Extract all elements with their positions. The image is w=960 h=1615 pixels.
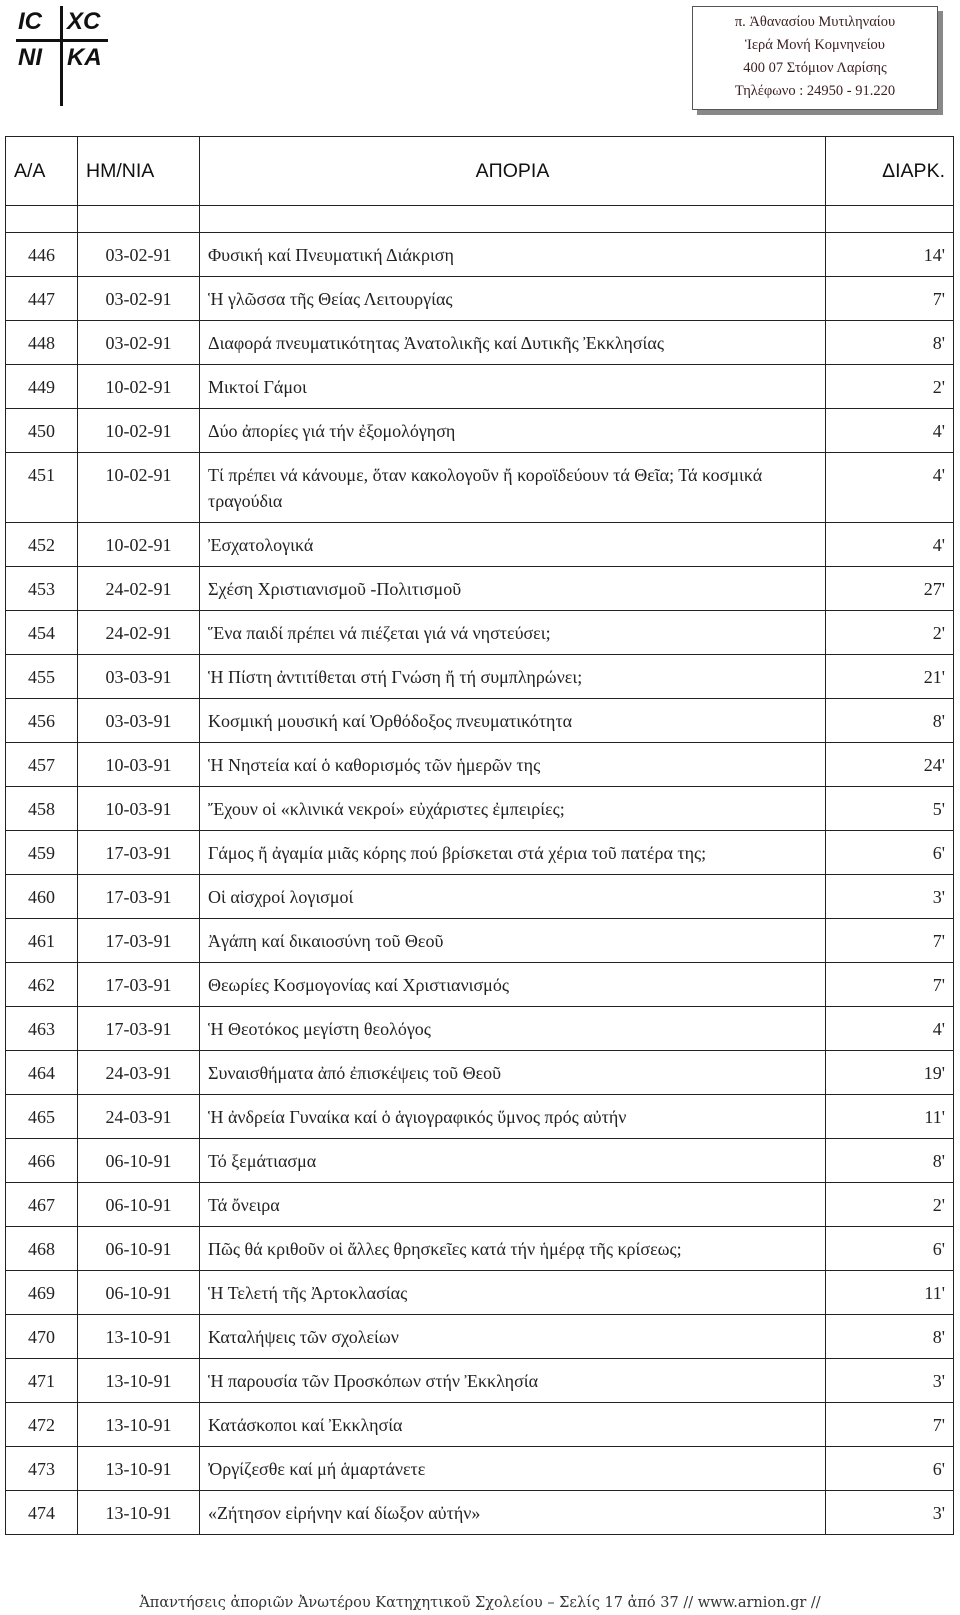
- questions-table: [5, 136, 954, 1535]
- row-duration: 8': [826, 699, 954, 743]
- address-line-phone: Τηλέφωνο : 24950 - 91.220: [734, 83, 896, 99]
- table-row: [6, 1271, 954, 1315]
- row-duration: 19': [826, 1051, 954, 1095]
- row-duration: 4': [826, 1007, 954, 1051]
- row-duration: 4': [826, 523, 954, 567]
- row-question: Ἡ ἀνδρεία Γυναίκα καί ὁ ἁγιογραφικός ὕμνος πρός αὐτήν: [200, 1095, 826, 1139]
- logo-text-bottom-left: NI: [18, 44, 42, 71]
- row-date: 13-10-91: [78, 1315, 200, 1359]
- row-number: 462: [6, 963, 78, 1007]
- row-question: Τά ὄνειρα: [200, 1183, 826, 1227]
- table-row: [6, 1095, 954, 1139]
- row-duration: 2': [826, 1183, 954, 1227]
- row-number: 446: [6, 233, 78, 277]
- row-duration: 7': [826, 919, 954, 963]
- table-spacer-row: [6, 206, 954, 233]
- row-number: 450: [6, 409, 78, 453]
- row-number: 456: [6, 699, 78, 743]
- table-row: [6, 1007, 954, 1051]
- address-box: [692, 6, 938, 110]
- logo-cross-vertical: [60, 6, 63, 106]
- row-date: 24-03-91: [78, 1095, 200, 1139]
- row-duration: 14': [826, 233, 954, 277]
- row-number: 454: [6, 611, 78, 655]
- row-date: 10-02-91: [78, 523, 200, 567]
- row-number: 459: [6, 831, 78, 875]
- row-number: 458: [6, 787, 78, 831]
- row-date: 13-10-91: [78, 1491, 200, 1535]
- row-number: 452: [6, 523, 78, 567]
- table-row: [6, 277, 954, 321]
- header-date: ΗΜ/ΝΙΑ: [78, 137, 200, 206]
- row-question: Τί πρέπει νά κάνουμε, ὅταν κακολογοῦν ἤ κοροϊδεύουν τά Θεῖα; Τά κοσμικά τραγούδια: [200, 453, 826, 523]
- row-number: 460: [6, 875, 78, 919]
- row-number: 471: [6, 1359, 78, 1403]
- table-row: [6, 1315, 954, 1359]
- row-number: 464: [6, 1051, 78, 1095]
- row-duration: 4': [826, 409, 954, 453]
- table-row: [6, 233, 954, 277]
- row-question: Ἡ Νηστεία καί ὁ καθορισμός τῶν ἡμερῶν της: [200, 743, 826, 787]
- row-question: Θεωρίες Κοσμογονίας καί Χριστιανισμός: [200, 963, 826, 1007]
- row-duration: 8': [826, 1315, 954, 1359]
- logo-text-top-right: XC: [67, 8, 101, 35]
- row-number: 457: [6, 743, 78, 787]
- row-question: Ἡ γλῶσσα τῆς Θείας Λειτουργίας: [200, 277, 826, 321]
- spacer-cell: [6, 206, 78, 233]
- table-row: [6, 963, 954, 1007]
- row-question: Τό ξεμάτιασμα: [200, 1139, 826, 1183]
- table-row: [6, 699, 954, 743]
- row-date: 03-03-91: [78, 655, 200, 699]
- row-date: 10-02-91: [78, 409, 200, 453]
- table-row: [6, 453, 954, 523]
- row-number: 461: [6, 919, 78, 963]
- row-number: 474: [6, 1491, 78, 1535]
- row-question: «Ζήτησον εἰρήνην καί δίωξον αὐτήν»: [200, 1491, 826, 1535]
- row-number: 448: [6, 321, 78, 365]
- monastery-logo: [16, 6, 102, 106]
- row-number: 463: [6, 1007, 78, 1051]
- table-header-row: [6, 137, 954, 206]
- table-row: [6, 523, 954, 567]
- row-number: 466: [6, 1139, 78, 1183]
- row-date: 06-10-91: [78, 1183, 200, 1227]
- table-body: [6, 206, 954, 1535]
- logo-text-top-left: IC: [18, 8, 42, 35]
- row-date: 24-02-91: [78, 611, 200, 655]
- spacer-cell: [78, 206, 200, 233]
- row-date: 10-03-91: [78, 787, 200, 831]
- row-question: Ἡ παρουσία τῶν Προσκόπων στήν Ἐκκλησία: [200, 1359, 826, 1403]
- header-duration: ΔΙΑΡΚ.: [826, 137, 954, 206]
- row-question: Ἡ Τελετή τῆς Ἀρτοκλασίας: [200, 1271, 826, 1315]
- row-number: 449: [6, 365, 78, 409]
- row-number: 453: [6, 567, 78, 611]
- row-duration: 3': [826, 875, 954, 919]
- logo-cross-horizontal: [16, 39, 108, 42]
- table-row: [6, 787, 954, 831]
- row-number: 469: [6, 1271, 78, 1315]
- table-row: [6, 1403, 954, 1447]
- table-row: [6, 1447, 954, 1491]
- row-number: 473: [6, 1447, 78, 1491]
- row-question: Γάμος ἤ ἀγαμία μιᾶς κόρης πού βρίσκεται στά χέρια τοῦ πατέρα της;: [200, 831, 826, 875]
- row-number: 467: [6, 1183, 78, 1227]
- table-row: [6, 743, 954, 787]
- row-question: Οἱ αἰσχροί λογισμοί: [200, 875, 826, 919]
- row-duration: 8': [826, 1139, 954, 1183]
- row-date: 17-03-91: [78, 875, 200, 919]
- row-duration: 7': [826, 277, 954, 321]
- table-row: [6, 875, 954, 919]
- table-row: [6, 1139, 954, 1183]
- row-question: Πῶς θά κριθοῦν οἱ ἄλλες θρησκεῖες κατά τήν ἡμέρᾳ τῆς κρίσεως;: [200, 1227, 826, 1271]
- row-question: Ἡ Θεοτόκος μεγίστη θεολόγος: [200, 1007, 826, 1051]
- table-row: [6, 1051, 954, 1095]
- address-line-monastery: Ἱερά Μονή Κομνηνείου: [745, 37, 885, 53]
- row-question: Ἔχουν οἱ «κλινικά νεκροί» εὐχάριστες ἐμπειρίες;: [200, 787, 826, 831]
- row-date: 17-03-91: [78, 1007, 200, 1051]
- row-question: Κοσμική μουσική καί Ὀρθόδοξος πνευματικότητα: [200, 699, 826, 743]
- row-date: 06-10-91: [78, 1271, 200, 1315]
- row-duration: 2': [826, 611, 954, 655]
- row-date: 24-02-91: [78, 567, 200, 611]
- row-date: 03-03-91: [78, 699, 200, 743]
- row-question: Συναισθήματα ἀπό ἐπισκέψεις τοῦ Θεοῦ: [200, 1051, 826, 1095]
- table-row: [6, 1359, 954, 1403]
- row-question: Σχέση Χριστιανισμοῦ -Πολιτισμοῦ: [200, 567, 826, 611]
- table-row: [6, 409, 954, 453]
- row-duration: 27': [826, 567, 954, 611]
- address-line-postal: 400 07 Στόμιον Λαρίσης: [743, 60, 887, 76]
- row-duration: 6': [826, 1447, 954, 1491]
- header-question: ΑΠΟΡΙΑ: [200, 137, 826, 206]
- row-number: 468: [6, 1227, 78, 1271]
- spacer-cell: [826, 206, 954, 233]
- logo-text-bottom-right: KA: [67, 44, 102, 71]
- row-duration: 24': [826, 743, 954, 787]
- row-question: Καταλήψεις τῶν σχολείων: [200, 1315, 826, 1359]
- spacer-cell: [200, 206, 826, 233]
- row-date: 13-10-91: [78, 1403, 200, 1447]
- row-question: Διαφορά πνευματικότητας Ἀνατολικῆς καί Δυτικῆς Ἐκκλησίας: [200, 321, 826, 365]
- table-row: [6, 1183, 954, 1227]
- row-duration: 3': [826, 1491, 954, 1535]
- row-question: Ἡ Πίστη ἀντιτίθεται στή Γνώση ἤ τή συμπληρώνει;: [200, 655, 826, 699]
- row-duration: 4': [826, 453, 954, 523]
- table-row: [6, 919, 954, 963]
- row-question: Ἀγάπη καί δικαιοσύνη τοῦ Θεοῦ: [200, 919, 826, 963]
- page-footer: Ἀπαντήσεις ἀποριῶν Ἀνωτέρου Κατηχητικοῦ Σχολείου – Σελίς 17 ἀπό 37 // www.arnion.gr //: [139, 1595, 821, 1611]
- row-duration: 2': [826, 365, 954, 409]
- table-row: [6, 655, 954, 699]
- row-number: 447: [6, 277, 78, 321]
- table-row: [6, 567, 954, 611]
- row-date: 06-10-91: [78, 1227, 200, 1271]
- row-date: 17-03-91: [78, 919, 200, 963]
- row-question: Δύο ἀπορίες γιά τήν ἐξομολόγηση: [200, 409, 826, 453]
- row-question: Ἐσχατολογικά: [200, 523, 826, 567]
- row-number: 451: [6, 453, 78, 523]
- table-row: [6, 321, 954, 365]
- header-number: Α/Α: [6, 137, 78, 206]
- row-number: 472: [6, 1403, 78, 1447]
- row-duration: 5': [826, 787, 954, 831]
- row-date: 10-03-91: [78, 743, 200, 787]
- row-number: 455: [6, 655, 78, 699]
- row-date: 17-03-91: [78, 831, 200, 875]
- row-number: 465: [6, 1095, 78, 1139]
- row-duration: 6': [826, 1227, 954, 1271]
- row-date: 10-02-91: [78, 453, 200, 523]
- row-duration: 21': [826, 655, 954, 699]
- row-question: Φυσική καί Πνευματική Διάκριση: [200, 233, 826, 277]
- row-date: 10-02-91: [78, 365, 200, 409]
- row-question: Κατάσκοποι καί Ἐκκλησία: [200, 1403, 826, 1447]
- table-row: [6, 1227, 954, 1271]
- row-question: Ὀργίζεσθε καί μή ἁμαρτάνετε: [200, 1447, 826, 1491]
- row-date: 03-02-91: [78, 233, 200, 277]
- row-date: 13-10-91: [78, 1447, 200, 1491]
- address-line-name: π. Ἀθανασίου Μυτιληναίου: [734, 14, 896, 30]
- row-duration: 8': [826, 321, 954, 365]
- table-row: [6, 1491, 954, 1535]
- table-row: [6, 611, 954, 655]
- row-date: 13-10-91: [78, 1359, 200, 1403]
- table-row: [6, 831, 954, 875]
- row-number: 470: [6, 1315, 78, 1359]
- row-duration: 3': [826, 1359, 954, 1403]
- row-duration: 7': [826, 963, 954, 1007]
- row-duration: 11': [826, 1095, 954, 1139]
- row-date: 03-02-91: [78, 321, 200, 365]
- row-date: 17-03-91: [78, 963, 200, 1007]
- table-row: [6, 365, 954, 409]
- row-date: 24-03-91: [78, 1051, 200, 1095]
- row-duration: 6': [826, 831, 954, 875]
- row-duration: 7': [826, 1403, 954, 1447]
- row-date: 06-10-91: [78, 1139, 200, 1183]
- row-question: Μικτοί Γάμοι: [200, 365, 826, 409]
- row-date: 03-02-91: [78, 277, 200, 321]
- row-question: Ἕνα παιδί πρέπει νά πιέζεται γιά νά νηστεύσει;: [200, 611, 826, 655]
- row-duration: 11': [826, 1271, 954, 1315]
